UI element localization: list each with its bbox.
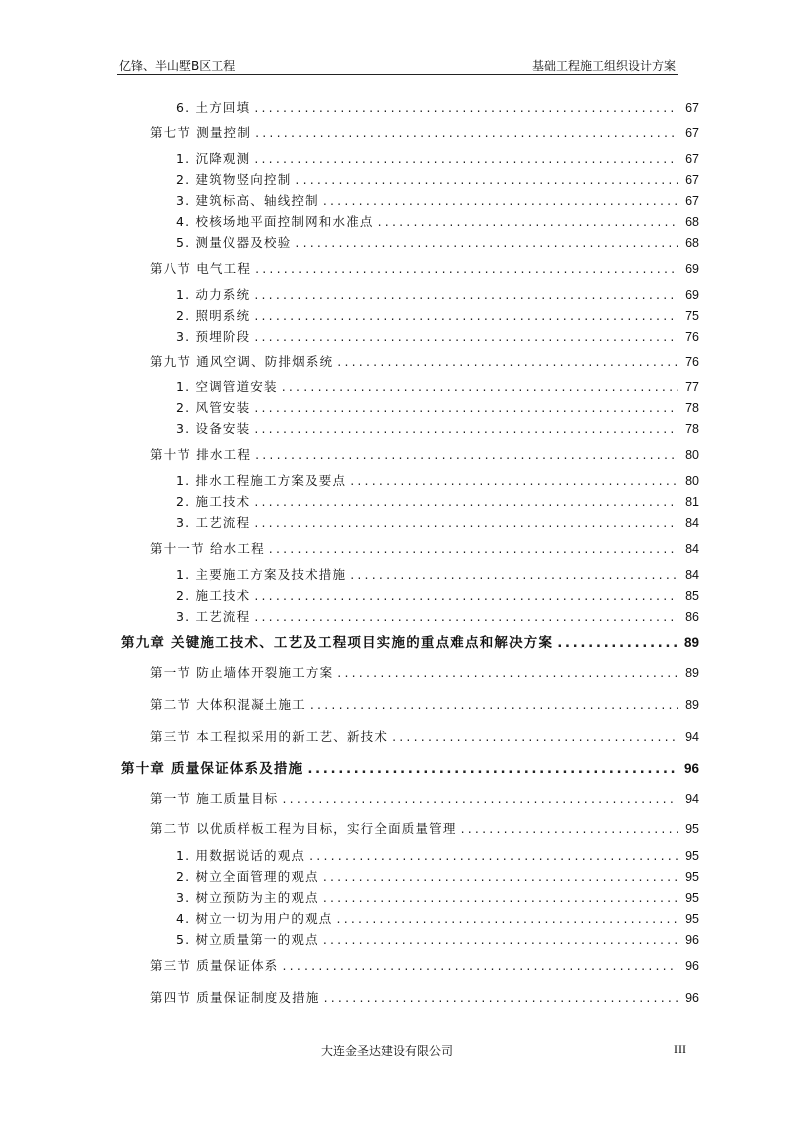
toc-item-row[interactable] xyxy=(176,328,699,346)
toc-chapter-row[interactable] xyxy=(121,760,699,778)
toc-page-number: 69 xyxy=(685,262,699,276)
toc-section-row[interactable] xyxy=(150,820,699,838)
toc-dot-leader xyxy=(350,472,678,490)
toc-entry-title: 第九节 通风空调、防排烟系统 xyxy=(150,354,334,369)
toc-page-number: 76 xyxy=(685,330,699,344)
toc-dot-leader xyxy=(254,608,678,626)
toc-page-number: 89 xyxy=(685,666,699,680)
toc-entry-title: 2. 照明系统 xyxy=(176,308,251,323)
toc-entry-title: 第三节 质量保证体系 xyxy=(150,958,279,973)
toc-dot-leader xyxy=(254,420,678,438)
toc-page-number: 85 xyxy=(685,589,699,603)
header-document-title: 基础工程施工组织设计方案 xyxy=(531,59,676,73)
toc-item-row[interactable] xyxy=(176,587,699,605)
toc-entry-title: 1. 主要施工方案及技术措施 xyxy=(176,567,347,582)
toc-item-row[interactable] xyxy=(176,868,699,886)
toc-page-number: 96 xyxy=(685,933,699,947)
toc-dot-leader xyxy=(295,171,678,189)
toc-dot-leader xyxy=(323,868,678,886)
toc-section-row[interactable] xyxy=(150,540,699,558)
toc-entry-title: 3. 预埋阶段 xyxy=(176,329,251,344)
toc-dot-leader xyxy=(282,790,678,808)
toc-item-row[interactable] xyxy=(176,493,699,511)
toc-dot-leader xyxy=(350,566,678,584)
toc-page-number: 89 xyxy=(685,698,699,712)
toc-item-row[interactable] xyxy=(176,514,699,532)
toc-page-number: 81 xyxy=(685,495,699,509)
toc-entry-title: 3. 设备安装 xyxy=(176,421,251,436)
toc-page-number: 69 xyxy=(685,288,699,302)
toc-page-number: 84 xyxy=(685,542,699,556)
toc-dot-leader xyxy=(254,150,678,168)
toc-dot-leader xyxy=(254,514,678,532)
toc-dot-leader xyxy=(254,587,678,605)
toc-page-number: 67 xyxy=(685,101,699,115)
toc-item-row[interactable] xyxy=(176,399,699,417)
toc-entry-title: 3. 工艺流程 xyxy=(176,515,251,530)
toc-page-number: 67 xyxy=(685,126,699,140)
toc-item-row[interactable] xyxy=(176,910,699,928)
toc-item-row[interactable] xyxy=(176,608,699,626)
footer-company-name: 大连金圣达建设有限公司 xyxy=(321,1044,454,1058)
toc-entry-title: 5. 测量仪器及校验 xyxy=(176,235,292,250)
toc-page-number: 68 xyxy=(685,215,699,229)
toc-page-number: 80 xyxy=(685,474,699,488)
toc-page-number: 95 xyxy=(685,891,699,905)
toc-item-row[interactable] xyxy=(176,213,699,231)
toc-entry-title: 2. 风管安装 xyxy=(176,400,251,415)
toc-dot-leader xyxy=(337,910,678,928)
toc-section-row[interactable] xyxy=(150,124,699,142)
toc-dot-leader xyxy=(310,696,678,714)
toc-item-row[interactable] xyxy=(176,171,699,189)
toc-dot-leader xyxy=(254,493,678,511)
toc-section-row[interactable] xyxy=(150,989,699,1007)
toc-dot-leader xyxy=(269,540,678,558)
toc-dot-leader xyxy=(254,307,678,325)
toc-entry-title: 1. 用数据说话的观点 xyxy=(176,848,306,863)
toc-section-row[interactable] xyxy=(150,790,699,808)
toc-item-row[interactable] xyxy=(176,847,699,865)
toc-item-row[interactable] xyxy=(176,307,699,325)
toc-dot-leader xyxy=(295,234,678,252)
toc-section-row[interactable] xyxy=(150,260,699,278)
toc-section-row[interactable] xyxy=(150,696,699,714)
toc-entry-title: 第四节 质量保证制度及措施 xyxy=(150,990,320,1005)
toc-page-number: 96 xyxy=(683,761,699,776)
toc-entry-title: 第十章 质量保证体系及措施 xyxy=(121,761,304,777)
toc-entry-title: 第十节 排水工程 xyxy=(150,447,252,462)
toc-section-row[interactable] xyxy=(150,353,699,371)
toc-entry-title: 1. 动力系统 xyxy=(176,287,251,302)
toc-section-row[interactable] xyxy=(150,664,699,682)
toc-dot-leader xyxy=(323,931,678,949)
toc-entry-title: 3. 建筑标高、轴线控制 xyxy=(176,193,319,208)
toc-dot-leader xyxy=(392,728,678,746)
toc-page-number: 86 xyxy=(685,610,699,624)
toc-item-row[interactable] xyxy=(176,420,699,438)
toc-page-number: 89 xyxy=(683,635,699,650)
toc-item-row[interactable] xyxy=(176,931,699,949)
toc-entry-title: 4. 树立一切为用户的观点 xyxy=(176,911,333,926)
toc-item-row[interactable] xyxy=(176,378,699,396)
toc-entry-title: 第一节 防止墙体开裂施工方案 xyxy=(150,665,334,680)
toc-dot-leader xyxy=(282,378,678,396)
toc-page-number: 76 xyxy=(685,355,699,369)
toc-dot-leader xyxy=(324,989,678,1007)
toc-page-number: 95 xyxy=(685,849,699,863)
toc-page-number: 84 xyxy=(685,568,699,582)
toc-entry-title: 5. 树立质量第一的观点 xyxy=(176,932,319,947)
footer-page-number: III xyxy=(674,1042,686,1056)
toc-dot-leader xyxy=(337,353,678,371)
toc-entry-title: 2. 建筑物竖向控制 xyxy=(176,172,292,187)
toc-page-number: 84 xyxy=(685,516,699,530)
toc-entry-title: 2. 施工技术 xyxy=(176,494,251,509)
toc-page-number: 80 xyxy=(685,448,699,462)
toc-dot-leader xyxy=(254,399,678,417)
toc-item-row[interactable] xyxy=(176,889,699,907)
toc-item-row[interactable] xyxy=(176,566,699,584)
toc-page-number: 95 xyxy=(685,870,699,884)
toc-entry-title: 第七节 测量控制 xyxy=(150,125,252,140)
toc-entry-title: 第十一节 给水工程 xyxy=(150,541,265,556)
toc-page-number: 67 xyxy=(685,173,699,187)
toc-page-number: 94 xyxy=(685,730,699,744)
toc-page-number: 77 xyxy=(685,380,699,394)
toc-entry-title: 第九章 关键施工技术、工艺及工程项目实施的重点难点和解决方案 xyxy=(121,635,554,651)
toc-dot-leader xyxy=(254,328,678,346)
toc-page-number: 68 xyxy=(685,236,699,250)
toc-entry-title: 6. 土方回填 xyxy=(176,100,251,115)
toc-entry-title: 3. 工艺流程 xyxy=(176,609,251,624)
toc-section-row[interactable] xyxy=(150,446,699,464)
toc-page-number: 94 xyxy=(685,792,699,806)
toc-dot-leader xyxy=(282,957,678,975)
header-project-name: 亿锋、半山墅B区工程 xyxy=(119,59,236,73)
toc-entry-title: 第一节 施工质量目标 xyxy=(150,791,279,806)
toc-item-row[interactable] xyxy=(176,234,699,252)
toc-dot-leader xyxy=(378,213,678,231)
toc-dot-leader xyxy=(323,192,678,210)
toc-section-row[interactable] xyxy=(150,957,699,975)
toc-entry-title: 2. 施工技术 xyxy=(176,588,251,603)
toc-entry-title: 2. 树立全面管理的观点 xyxy=(176,869,319,884)
toc-item-row[interactable] xyxy=(176,150,699,168)
toc-dot-leader xyxy=(323,889,678,907)
toc-section-row[interactable] xyxy=(150,728,699,746)
toc-entry-title: 1. 空调管道安装 xyxy=(176,379,278,394)
toc-entry-title: 4. 校核场地平面控制网和水准点 xyxy=(176,214,374,229)
toc-entry-title: 3. 树立预防为主的观点 xyxy=(176,890,319,905)
toc-dot-leader xyxy=(557,634,678,652)
toc-entry-title: 第八节 电气工程 xyxy=(150,261,252,276)
toc-item-row[interactable] xyxy=(176,99,699,117)
toc-dot-leader xyxy=(307,760,678,778)
toc-item-row[interactable] xyxy=(176,472,699,490)
toc-page-number: 95 xyxy=(685,822,699,836)
toc-dot-leader xyxy=(337,664,678,682)
toc-page-number: 67 xyxy=(685,152,699,166)
toc-item-row[interactable] xyxy=(176,192,699,210)
toc-dot-leader xyxy=(309,847,678,865)
toc-page-number: 96 xyxy=(685,959,699,973)
toc-page-number: 96 xyxy=(685,991,699,1005)
toc-page-number: 75 xyxy=(685,309,699,323)
toc-entry-title: 1. 排水工程施工方案及要点 xyxy=(176,473,347,488)
toc-dot-leader xyxy=(461,820,678,838)
toc-page-number: 78 xyxy=(685,422,699,436)
toc-page-number: 67 xyxy=(685,194,699,208)
toc-entry-title: 第二节 大体积混凝土施工 xyxy=(150,697,306,712)
toc-chapter-row[interactable] xyxy=(121,634,699,652)
toc-page-number: 95 xyxy=(685,912,699,926)
toc-page-number: 78 xyxy=(685,401,699,415)
toc-dot-leader xyxy=(255,446,678,464)
toc-entry-title: 第二节 以优质样板工程为目标，实行全面质量管理 xyxy=(150,821,457,836)
toc-dot-leader xyxy=(254,99,678,117)
toc-entry-title: 第三节 本工程拟采用的新工艺、新技术 xyxy=(150,729,389,744)
toc-dot-leader xyxy=(255,124,678,142)
toc-entry-title: 1. 沉降观测 xyxy=(176,151,251,166)
toc-dot-leader xyxy=(254,286,678,304)
toc-item-row[interactable] xyxy=(176,286,699,304)
toc-dot-leader xyxy=(255,260,678,278)
